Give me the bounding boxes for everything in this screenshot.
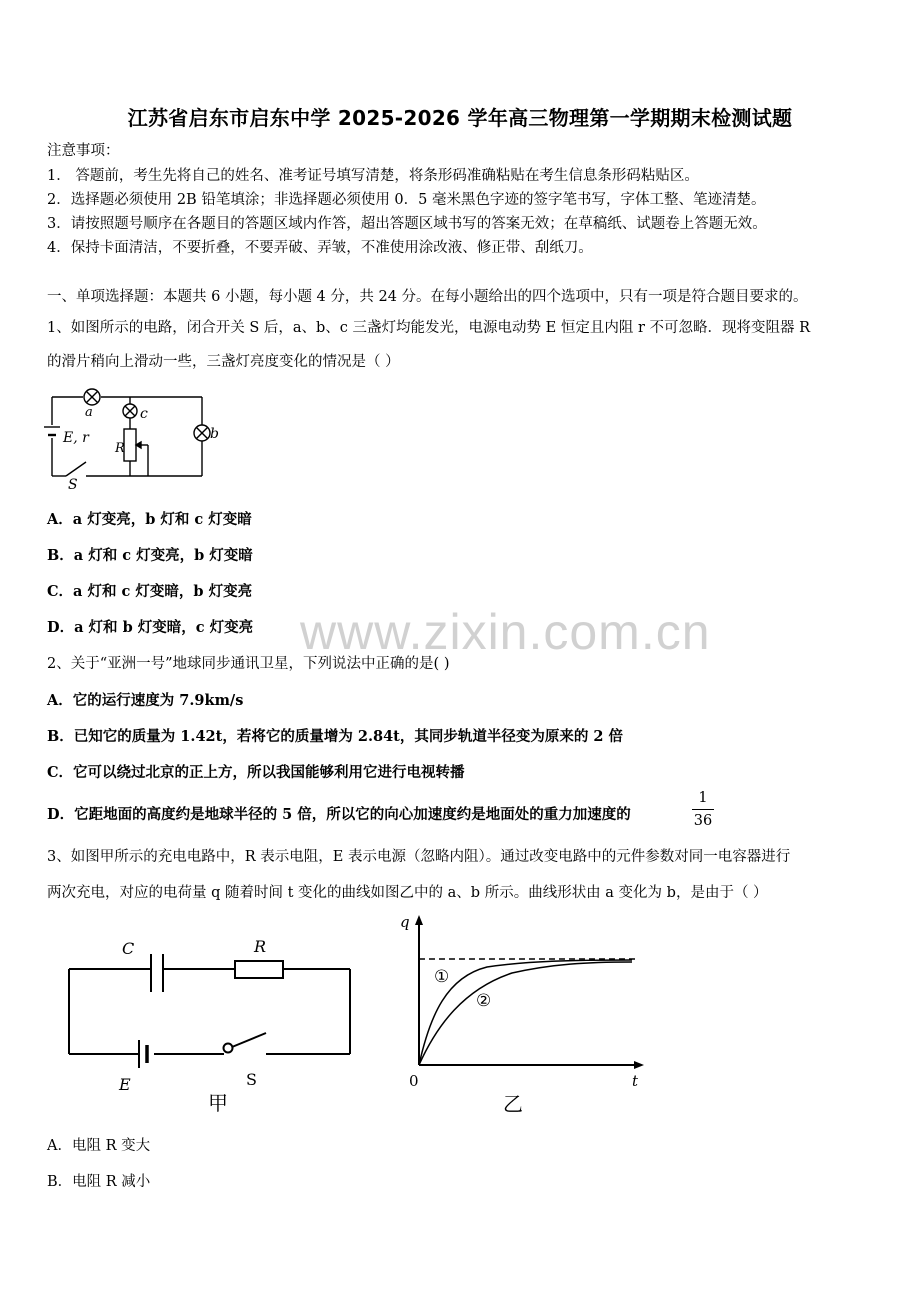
notes-heading: 注意事项：: [47, 143, 120, 159]
note-item: 3．请按照题号顺序在各题目的答题区域内作答，超出答题区域书写的答案无效；在草稿纸、试题卷上答题无效。: [47, 216, 767, 232]
origin-label: 0: [409, 1072, 419, 1090]
note-item: 4．保持卡面清洁，不要折叠，不要弄破、弄皱，不准使用涂改液、修正带、刮纸刀。: [47, 240, 593, 256]
q3-circuit-figure-jia: [60, 930, 360, 1120]
switch-label: S: [246, 1070, 257, 1089]
q1-option-d: D．a 灯和 b 灯变暗，c 灯变亮: [47, 619, 254, 636]
note-item: 2．选择题必须使用 2B 铅笔填涂；非选择题必须使用 0．5 毫米黑色字迹的签字笔书写，字体工整、笔迹清楚。: [47, 192, 766, 208]
switch-label: S: [68, 477, 78, 492]
q1-stem-line1: 1、如图所示的电路，闭合开关 S 后，a、b、c 三盏灯均能发光，电源电动势 E 恒定且内阻 r 不可忽略．现将变阻器 R: [47, 320, 811, 336]
rheostat-label: R: [115, 441, 125, 456]
q3-stem-line1: 3、如图甲所示的充电电路中，R 表示电阻，E 表示电源（忽略内阻）。通过改变电路中的元件参数对同一电容器进行: [47, 849, 791, 865]
note-item: 1． 答题前，考生先将自己的姓名、准考证号填写清楚，将条形码准确粘贴在考生信息条形码粘贴区。: [47, 168, 699, 184]
q2-stem: 2、关于“亚洲一号”地球同步通讯卫星，下列说法中正确的是( ): [47, 656, 450, 672]
q3-option-b: B．电阻 R 减小: [47, 1174, 151, 1190]
q2-option-d: D．它距地面的高度约是地球半径的 5 倍，所以它的向心加速度约是地面处的重力加速度的: [47, 806, 631, 823]
curve-2-label: ②: [476, 991, 492, 1011]
fraction-numerator: 1: [698, 790, 708, 806]
figure-caption-yi: 乙: [503, 1092, 523, 1116]
page-title: 江苏省启东市启东中学 2025-2026 学年高三物理第一学期期末检测试题: [127, 106, 793, 130]
q3-stem-line2: 两次充电，对应的电荷量 q 随着时间 t 变化的曲线如图乙中的 a、b 所示。曲线形状由 a 变化为 b，是由于（ ）: [47, 885, 768, 901]
lamp-b-label: b: [210, 426, 219, 442]
q1-option-a: A．a 灯变亮，b 灯和 c 灯变暗: [47, 511, 252, 528]
q2-option-b: B．已知它的质量为 1.42t，若将它的质量增为 2.84t，其同步轨道半径变为原来的 2 倍: [47, 728, 624, 745]
q3-option-a: A．电阻 R 变大: [47, 1138, 151, 1154]
source-label: E, r: [63, 430, 89, 446]
q3-charge-graph-yi: [392, 905, 662, 1120]
q-axis-label: q: [400, 913, 410, 931]
lamp-a-label: a: [85, 405, 93, 420]
lamp-c-label: c: [140, 406, 148, 422]
figure-caption-jia: 甲: [208, 1091, 228, 1115]
t-axis-label: t: [632, 1072, 639, 1090]
q1-option-c: C．a 灯和 c 灯变暗，b 灯变亮: [47, 583, 253, 600]
q1-stem-line2: 的滑片稍向上滑动一些，三盏灯亮度变化的情况是（ ）: [47, 354, 400, 370]
source-label: E: [119, 1075, 131, 1094]
watermark: www.zixin.com.cn: [300, 604, 711, 660]
resistor-label: R: [254, 937, 267, 956]
capacitor-label: C: [122, 939, 135, 958]
fraction-denominator: 36: [693, 813, 713, 829]
q2-option-c: C．它可以绕过北京的正上方，所以我国能够利用它进行电视转播: [47, 764, 465, 781]
q2-option-a: A．它的运行速度为 7.9km/s: [47, 692, 244, 709]
section-heading: 一、单项选择题：本题共 6 小题，每小题 4 分，共 24 分。在每小题给出的四个选项中，只有一项是符合题目要求的。: [47, 289, 808, 305]
q1-option-b: B．a 灯和 c 灯变亮，b 灯变暗: [47, 547, 253, 564]
curve-1-label: ①: [434, 967, 450, 987]
q1-circuit-figure: [40, 380, 220, 492]
fraction: [692, 790, 714, 829]
